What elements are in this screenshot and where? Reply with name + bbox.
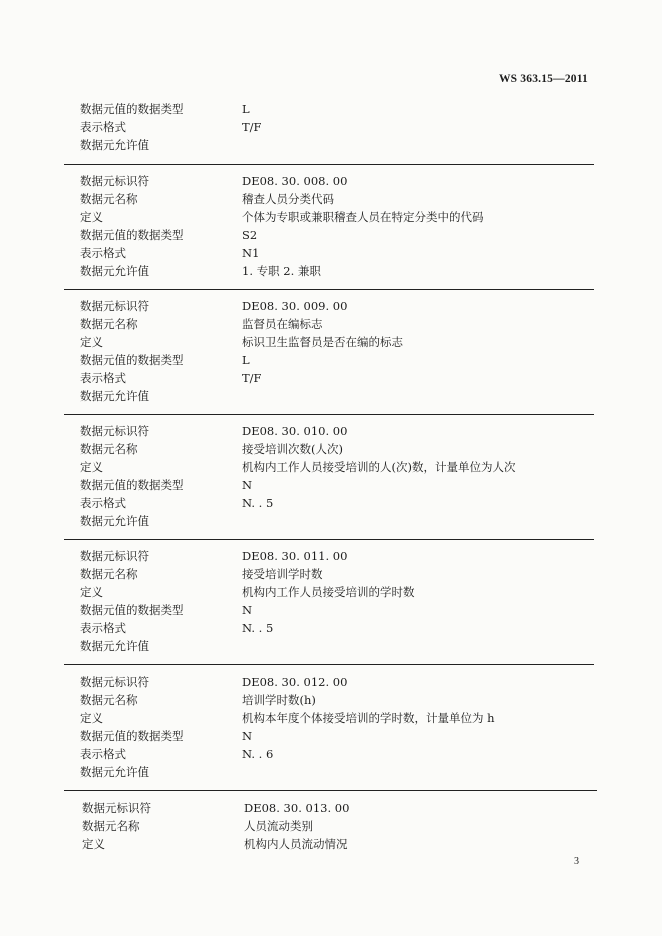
- field-value: S2: [242, 228, 258, 242]
- divider: [64, 414, 594, 415]
- field-value: 培训学时数(h): [242, 693, 316, 707]
- field-label: 定义: [80, 210, 103, 224]
- field-value: 监督员在编标志: [242, 317, 323, 331]
- field-label: 表示格式: [80, 120, 126, 134]
- field-value: 标识卫生监督员是否在编的标志: [242, 335, 403, 349]
- field-value: L: [242, 102, 250, 116]
- field-value: 机构本年度个体接受培训的学时数，计量单位为 h: [242, 711, 495, 725]
- divider: [64, 539, 594, 540]
- field-label: 定义: [80, 585, 103, 599]
- field-value: DE08. 30. 008. 00: [242, 174, 348, 188]
- field-value: 接受培训次数(人次): [242, 442, 343, 456]
- field-value: 1. 专职 2. 兼职: [242, 264, 321, 278]
- page-number: 3: [574, 856, 579, 867]
- field-label: 数据元名称: [82, 819, 140, 833]
- field-value: N. . 6: [242, 747, 274, 761]
- field-label: 数据元值的数据类型: [80, 228, 184, 242]
- field-label: 数据元值的数据类型: [80, 603, 184, 617]
- field-value: N1: [242, 246, 260, 260]
- field-value: 机构内人员流动情况: [244, 837, 348, 851]
- field-label: 数据元允许值: [80, 138, 149, 152]
- field-value: T/F: [242, 371, 262, 385]
- field-value: T/F: [242, 120, 262, 134]
- field-value: N: [242, 478, 253, 492]
- divider: [64, 790, 597, 791]
- field-value: 机构内工作人员接受培训的人(次)数，计量单位为人次: [242, 460, 516, 474]
- field-label: 定义: [80, 335, 103, 349]
- field-label: 表示格式: [80, 371, 126, 385]
- field-value: DE08. 30. 012. 00: [242, 675, 348, 689]
- field-label: 数据元名称: [80, 693, 138, 707]
- field-value: 接受培训学时数: [242, 567, 323, 581]
- field-value: DE08. 30. 013. 00: [244, 801, 350, 815]
- field-value: N: [242, 603, 253, 617]
- field-label: 数据元标识符: [80, 424, 149, 438]
- field-label: 数据元允许值: [80, 389, 149, 403]
- field-value: 个体为专职或兼职稽查人员在特定分类中的代码: [242, 210, 484, 224]
- field-label: 数据元名称: [80, 192, 138, 206]
- field-label: 数据元值的数据类型: [80, 478, 184, 492]
- field-value: DE08. 30. 010. 00: [242, 424, 348, 438]
- divider: [64, 289, 594, 290]
- field-label: 数据元值的数据类型: [80, 102, 184, 116]
- field-label: 数据元名称: [80, 317, 138, 331]
- field-label: 定义: [80, 460, 103, 474]
- field-value: N. . 5: [242, 496, 274, 510]
- field-label: 表示格式: [80, 747, 126, 761]
- field-value: N: [242, 729, 253, 743]
- field-label: 表示格式: [80, 621, 126, 635]
- field-value: 机构内工作人员接受培训的学时数: [242, 585, 415, 599]
- field-label: 数据元允许值: [80, 639, 149, 653]
- field-label: 数据元允许值: [80, 264, 149, 278]
- field-value: DE08. 30. 009. 00: [242, 299, 348, 313]
- field-label: 数据元值的数据类型: [80, 729, 184, 743]
- field-label: 数据元标识符: [82, 801, 151, 815]
- field-label: 数据元标识符: [80, 174, 149, 188]
- field-label: 数据元名称: [80, 567, 138, 581]
- field-value: DE08. 30. 011. 00: [242, 549, 348, 563]
- field-label: 数据元标识符: [80, 299, 149, 313]
- field-label: 数据元允许值: [80, 765, 149, 779]
- field-label: 数据元标识符: [80, 675, 149, 689]
- field-label: 定义: [80, 711, 103, 725]
- field-label: 数据元允许值: [80, 514, 149, 528]
- field-label: 表示格式: [80, 246, 126, 260]
- page-header: WS 363.15—2011: [498, 73, 588, 85]
- field-value: 人员流动类别: [244, 819, 313, 833]
- field-label: 数据元值的数据类型: [80, 353, 184, 367]
- divider: [64, 164, 594, 165]
- divider: [64, 664, 594, 665]
- field-value: 稽查人员分类代码: [242, 192, 334, 206]
- field-label: 定义: [82, 837, 105, 851]
- field-label: 表示格式: [80, 496, 126, 510]
- field-label: 数据元标识符: [80, 549, 149, 563]
- field-value: L: [242, 353, 250, 367]
- field-value: N. . 5: [242, 621, 274, 635]
- field-label: 数据元名称: [80, 442, 138, 456]
